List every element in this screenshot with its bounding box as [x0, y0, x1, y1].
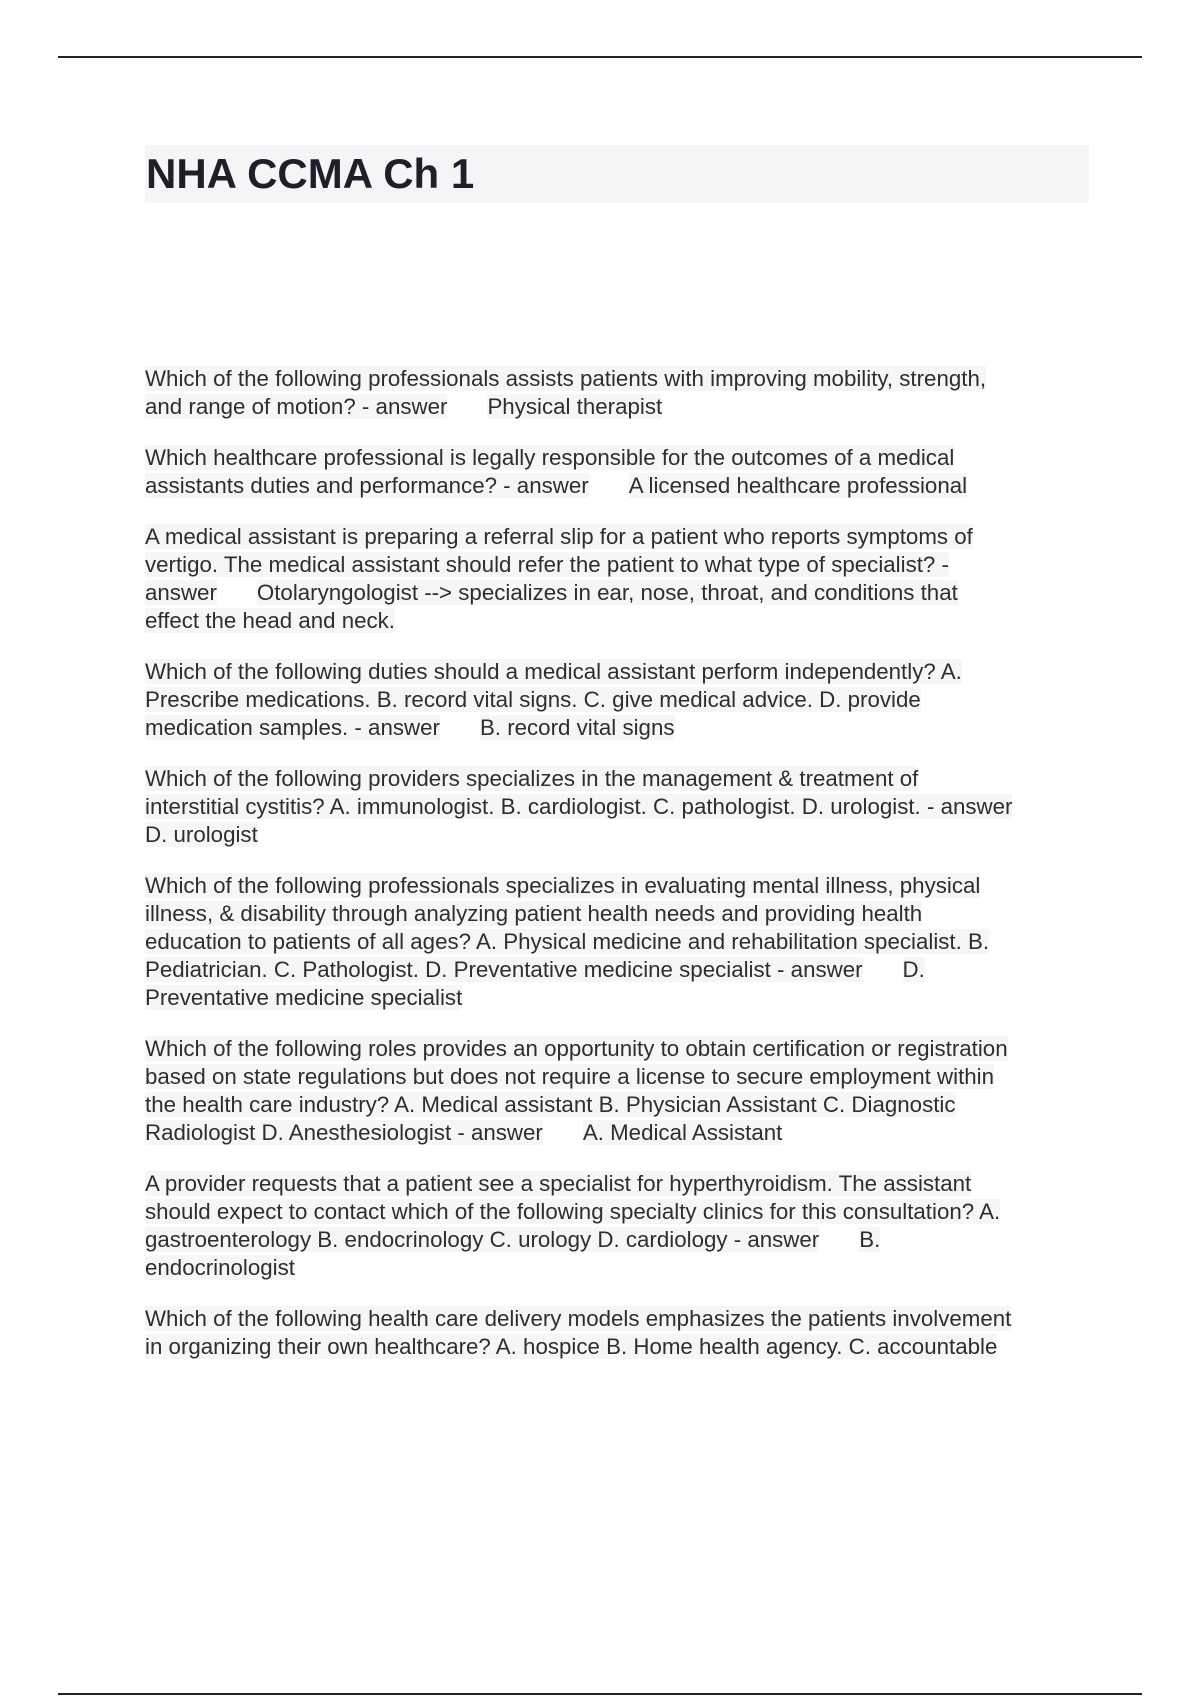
qa-text: effect the head and neck.: [145, 608, 396, 633]
qa-line: [145, 765, 1090, 793]
qa-item: [145, 365, 1090, 421]
qa-text: in organizing their own healthcare? A. hospice B. Home health agency. C. accountable: [145, 1334, 998, 1359]
qa-text: the health care industry? A. Medical assistant B. Physician Assistant C. Diagnostic: [145, 1092, 956, 1117]
qa-text: Which of the following providers specializes in the management & treatment of: [145, 766, 919, 791]
qa-line: [145, 714, 1090, 742]
qa-item: [145, 1305, 1090, 1361]
qa-line: [145, 1035, 1090, 1063]
qa-answer: B.: [859, 1227, 881, 1252]
qa-item: [145, 658, 1090, 742]
qa-line: [145, 984, 1090, 1012]
qa-list: [145, 365, 1090, 1384]
qa-text: A provider requests that a patient see a specialist for hyperthyroidism. The assistant: [145, 1171, 972, 1196]
qa-text: Prescribe medications. B. record vital signs. C. give medical advice. D. provide: [145, 687, 921, 712]
qa-text: Preventative medicine specialist: [145, 985, 463, 1010]
qa-item: [145, 1035, 1090, 1147]
qa-line: [145, 900, 1090, 928]
qa-text: endocrinologist: [145, 1255, 295, 1280]
qa-text: based on state regulations but does not require a license to secure employment within: [145, 1064, 995, 1089]
qa-text: Pediatrician. C. Pathologist. D. Preventative medicine specialist - answer: [145, 957, 863, 982]
qa-line: [145, 686, 1090, 714]
qa-text: Which of the following health care delivery models emphasizes the patients involvement: [145, 1306, 1012, 1331]
qa-text: gastroenterology B. endocrinology C. urology D. cardiology - answer: [145, 1227, 820, 1252]
qa-line: [145, 551, 1090, 579]
qa-item: [145, 1170, 1090, 1282]
qa-line: [145, 523, 1090, 551]
bottom-rule: [58, 1693, 1142, 1695]
qa-text: Which of the following professionals specializes in evaluating mental illness, physical: [145, 873, 981, 898]
qa-text: and range of motion? - answer: [145, 394, 448, 419]
qa-text: Radiologist D. Anesthesiologist - answer: [145, 1120, 543, 1145]
qa-answer: Physical therapist: [487, 394, 663, 419]
qa-item: [145, 765, 1090, 849]
qa-answer: B. record vital signs: [479, 715, 675, 740]
qa-line: [145, 444, 1090, 472]
qa-text: answer: [145, 580, 217, 605]
page-title: NHA CCMA Ch 1: [146, 150, 475, 197]
qa-line: [145, 658, 1090, 686]
qa-item: [145, 444, 1090, 500]
qa-line: [145, 472, 1090, 500]
qa-line: [145, 928, 1090, 956]
qa-text: Which of the following roles provides an opportunity to obtain certification or registration: [145, 1036, 1008, 1061]
qa-line: [145, 793, 1090, 821]
qa-line: [145, 393, 1090, 421]
qa-text: assistants duties and performance? - answer: [145, 473, 589, 498]
qa-answer: Otolaryngologist --> specializes in ear, nose, throat, and conditions that: [256, 580, 958, 605]
qa-text: Which of the following professionals assists patients with improving mobility, strength,: [145, 366, 987, 391]
qa-line: [145, 579, 1090, 607]
qa-text: should expect to contact which of the following specialty clinics for this consultation? A.: [145, 1199, 1001, 1224]
qa-text: Which healthcare professional is legally responsible for the outcomes of a medical: [145, 445, 955, 470]
qa-line: [145, 1063, 1090, 1091]
qa-line: [145, 1198, 1090, 1226]
qa-line: [145, 1226, 1090, 1254]
qa-text: A medical assistant is preparing a referral slip for a patient who reports symptoms of: [145, 524, 973, 549]
qa-answer: A licensed healthcare professional: [628, 473, 968, 498]
qa-item: [145, 523, 1090, 635]
qa-answer: D.: [902, 957, 925, 982]
qa-line: [145, 1333, 1090, 1361]
qa-line: [145, 365, 1090, 393]
qa-text: vertigo. The medical assistant should refer the patient to what type of specialist? -: [145, 552, 949, 577]
qa-line: [145, 607, 1090, 635]
top-rule: [58, 56, 1142, 58]
qa-line: [145, 1254, 1090, 1282]
qa-line: [145, 872, 1090, 900]
qa-line: [145, 1170, 1090, 1198]
qa-text: education to patients of all ages? A. Physical medicine and rehabilitation specialist. B.: [145, 929, 990, 954]
qa-text: medication samples. - answer: [145, 715, 440, 740]
qa-item: [145, 872, 1090, 1012]
qa-line: [145, 1091, 1090, 1119]
qa-text: Which of the following duties should a medical assistant perform independently? A.: [145, 659, 962, 684]
qa-line: [145, 821, 1090, 849]
qa-line: [145, 1305, 1090, 1333]
qa-line: [145, 1119, 1090, 1147]
qa-line: [145, 956, 1090, 984]
qa-answer: A. Medical Assistant: [582, 1120, 783, 1145]
qa-text: D. urologist: [145, 822, 258, 847]
qa-text: illness, & disability through analyzing patient health needs and providing health: [145, 901, 923, 926]
qa-text: interstitial cystitis? A. immunologist. B. cardiologist. C. pathologist. D. urologist. - answer: [145, 794, 1013, 819]
